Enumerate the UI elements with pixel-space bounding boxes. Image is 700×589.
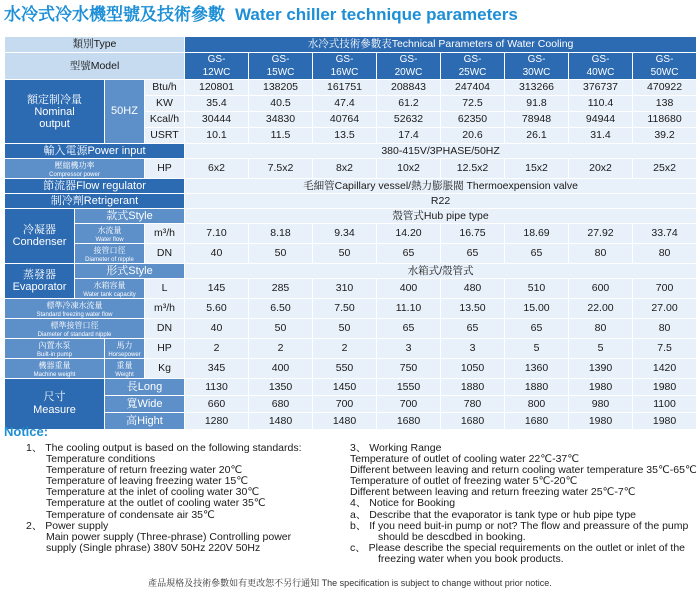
- page-title: [4, 3, 518, 27]
- value-cell: 50: [249, 319, 313, 339]
- value-cell: 470922: [633, 80, 697, 96]
- value-cell: 400: [249, 359, 313, 379]
- value-cell: 2: [313, 339, 377, 359]
- value-cell: 7.5x2: [249, 159, 313, 179]
- value-cell: 94944: [569, 112, 633, 128]
- notice-line: b、 If you need buit-in pump or not? The flow and preassure of the pump: [350, 519, 689, 532]
- unit-label: KW: [145, 96, 185, 112]
- condenser-style-value: 殼管式Hub pipe type: [185, 209, 697, 224]
- model-header: GS- 20WC: [377, 53, 441, 80]
- refrigerant-label: 制冷劑Retrigerant: [5, 194, 185, 209]
- value-cell: 110.4: [569, 96, 633, 112]
- value-cell: 800: [505, 396, 569, 413]
- value-cell: 14.20: [377, 224, 441, 244]
- value-cell: 750: [377, 359, 441, 379]
- value-cell: 700: [633, 279, 697, 299]
- value-cell: 40: [185, 244, 249, 264]
- notice-line: 1、 The cooling output is based on the following standards:: [26, 442, 302, 454]
- notice-title: Notice:: [4, 424, 49, 439]
- refrigerant-value: R22: [185, 194, 697, 209]
- value-cell: 247404: [441, 80, 505, 96]
- value-cell: 65: [505, 244, 569, 264]
- notice-line: Temperature of condensate air 35℃: [46, 508, 215, 521]
- notice-line: Temperature conditions: [46, 453, 156, 466]
- value-cell: 18.69: [505, 224, 569, 244]
- condenser-nipple-label: 接管口徑 Diameter of nipple: [75, 244, 145, 264]
- value-cell: 700: [313, 396, 377, 413]
- value-cell: 7.50: [313, 299, 377, 319]
- value-cell: 6.50: [249, 299, 313, 319]
- power-input-label: 輸入電源Power input: [5, 144, 185, 159]
- value-cell: 120801: [185, 80, 249, 96]
- machine-weight-label: 機器重量 Machine weight: [5, 359, 105, 379]
- value-cell: 1450: [313, 379, 377, 396]
- value-cell: 26.1: [505, 128, 569, 144]
- pump-label: 內置水泵 Built-in pump: [5, 339, 105, 359]
- notice-line: Main power supply (Three-phrase) Controlling power: [46, 530, 292, 543]
- value-cell: 1280: [185, 413, 249, 430]
- model-header: GS- 15WC: [249, 53, 313, 80]
- value-cell: 31.4: [569, 128, 633, 144]
- value-cell: 6x2: [185, 159, 249, 179]
- value-cell: 376737: [569, 80, 633, 96]
- value-cell: 65: [441, 244, 505, 264]
- spec-table: [4, 36, 697, 430]
- value-cell: 39.2: [633, 128, 697, 144]
- value-cell: 20.6: [441, 128, 505, 144]
- model-header: GS- 16WC: [313, 53, 377, 80]
- value-cell: 600: [569, 279, 633, 299]
- value-cell: 1480: [249, 413, 313, 430]
- value-cell: 8x2: [313, 159, 377, 179]
- unit-label: m³/h: [145, 224, 185, 244]
- value-cell: 52632: [377, 112, 441, 128]
- evaporator-style-value: 水箱式/殼管式: [185, 264, 697, 279]
- value-cell: 40764: [313, 112, 377, 128]
- value-cell: 1550: [377, 379, 441, 396]
- value-cell: 550: [313, 359, 377, 379]
- weight-sub-label: 重量 Weight: [105, 359, 145, 379]
- notice-line: supply (Single phrase) 380V 50Hz 220V 50Hz: [46, 541, 261, 554]
- value-cell: 22.00: [569, 299, 633, 319]
- value-cell: 11.10: [377, 299, 441, 319]
- notice-line: 4、 Notice for Booking: [350, 497, 456, 510]
- horsepower-label: 馬力 Horsepower: [105, 339, 145, 359]
- notice-line: Different between leaving and return freezing water 25℃-7℃: [350, 486, 636, 499]
- value-cell: 16.75: [441, 224, 505, 244]
- notice-line: 3、 Working Range: [350, 442, 442, 454]
- value-cell: 50: [313, 319, 377, 339]
- value-cell: 510: [505, 279, 569, 299]
- std-water-flow-label: 標準冷凍水流量 Standard freezing water flow: [5, 299, 145, 319]
- model-header: GS- 30WC: [505, 53, 569, 80]
- value-cell: 15x2: [505, 159, 569, 179]
- value-cell: 13.50: [441, 299, 505, 319]
- unit-label: HP: [145, 159, 185, 179]
- value-cell: 1350: [249, 379, 313, 396]
- notice-line: Temperature at the outlet of cooling water 35℃: [46, 497, 266, 510]
- value-cell: 10x2: [377, 159, 441, 179]
- value-cell: 17.4: [377, 128, 441, 144]
- value-cell: 35.4: [185, 96, 249, 112]
- value-cell: 1880: [441, 379, 505, 396]
- value-cell: 1100: [633, 396, 697, 413]
- value-cell: 1980: [633, 413, 697, 430]
- footer-disclaimer: 產品規格及技術參數如有更改恕不另行通知 The specification is subject to change without prior notice.: [148, 578, 552, 588]
- title-en: Water chiller technique parameters: [235, 5, 518, 24]
- value-cell: 62350: [441, 112, 505, 128]
- value-cell: 65: [377, 244, 441, 264]
- model-label: 型號Model: [5, 53, 185, 80]
- power-input-value: 380-415V/3PHASE/50HZ: [185, 144, 697, 159]
- value-cell: 34830: [249, 112, 313, 128]
- value-cell: 13.5: [313, 128, 377, 144]
- unit-label: HP: [145, 339, 185, 359]
- dimension-label: 長Long: [105, 379, 185, 396]
- value-cell: 15.00: [505, 299, 569, 319]
- unit-label: Kg: [145, 359, 185, 379]
- notice-right-column: [350, 443, 697, 565]
- value-cell: 47.4: [313, 96, 377, 112]
- unit-label: L: [145, 279, 185, 299]
- value-cell: 80: [633, 319, 697, 339]
- value-cell: 313266: [505, 80, 569, 96]
- notice-line: Temperature at the inlet of cooling water 30℃: [46, 486, 260, 499]
- value-cell: 118680: [633, 112, 697, 128]
- notice-line: Temperature of leaving freezing water 15℃: [46, 475, 249, 488]
- value-cell: 1480: [313, 413, 377, 430]
- model-header: GS- 12WC: [185, 53, 249, 80]
- model-header: GS- 25WC: [441, 53, 505, 80]
- value-cell: 145: [185, 279, 249, 299]
- value-cell: 1980: [569, 413, 633, 430]
- value-cell: 7.10: [185, 224, 249, 244]
- unit-label: Btu/h: [145, 80, 185, 96]
- tank-capacity-label: 水箱容量 Water tank capacity: [75, 279, 145, 299]
- model-header: GS- 40WC: [569, 53, 633, 80]
- value-cell: 65: [377, 319, 441, 339]
- value-cell: 700: [377, 396, 441, 413]
- value-cell: 2: [249, 339, 313, 359]
- value-cell: 33.74: [633, 224, 697, 244]
- value-cell: 400: [377, 279, 441, 299]
- compressor-power-label: 壓縮機功率 Compressor power: [5, 159, 145, 179]
- value-cell: 65: [505, 319, 569, 339]
- notice-line: Different between leaving and return cooling water temperature 35℃-65℃: [350, 464, 697, 477]
- measure-label: 尺寸 Measure: [5, 379, 105, 430]
- value-cell: 72.5: [441, 96, 505, 112]
- value-cell: 27.00: [633, 299, 697, 319]
- value-cell: 3: [441, 339, 505, 359]
- value-cell: 3: [377, 339, 441, 359]
- value-cell: 2: [185, 339, 249, 359]
- value-cell: 1680: [505, 413, 569, 430]
- unit-label: DN: [145, 319, 185, 339]
- notice-line: a、 Describe that the evaporator is tank type or hub pipe type: [350, 508, 636, 521]
- value-cell: 980: [569, 396, 633, 413]
- value-cell: 78948: [505, 112, 569, 128]
- model-header: GS- 50WC: [633, 53, 697, 80]
- value-cell: 7.5: [633, 339, 697, 359]
- notice-left-column: [26, 443, 302, 554]
- dimension-label: 高Hight: [105, 413, 185, 430]
- value-cell: 310: [313, 279, 377, 299]
- value-cell: 9.34: [313, 224, 377, 244]
- unit-label: USRT: [145, 128, 185, 144]
- value-cell: 5: [569, 339, 633, 359]
- value-cell: 50: [249, 244, 313, 264]
- notice-line: 2、 Power supply: [26, 519, 109, 532]
- value-cell: 1130: [185, 379, 249, 396]
- condenser-style-label: 款式Style: [75, 209, 185, 224]
- notice-line: c、 Please describe the special requirements on the outlet or inlet of the: [350, 541, 686, 554]
- value-cell: 12.5x2: [441, 159, 505, 179]
- condenser-flow-label: 水流量 Water flow: [75, 224, 145, 244]
- notice-line: Temperature of outlet of freezing water 5℃-20℃: [350, 475, 578, 488]
- value-cell: 1390: [569, 359, 633, 379]
- value-cell: 1880: [505, 379, 569, 396]
- value-cell: 5: [505, 339, 569, 359]
- value-cell: 40.5: [249, 96, 313, 112]
- flow-regulator-label: 節流器Flow regulator: [5, 179, 185, 194]
- frequency-label: 50HZ: [105, 80, 145, 144]
- value-cell: 80: [633, 244, 697, 264]
- notice-line: should be descdbed in booking.: [378, 530, 526, 543]
- value-cell: 1420: [633, 359, 697, 379]
- value-cell: 1680: [441, 413, 505, 430]
- nominal-output-label: 額定制冷量 Nominal output: [5, 80, 105, 144]
- value-cell: 5.60: [185, 299, 249, 319]
- value-cell: 20x2: [569, 159, 633, 179]
- value-cell: 40: [185, 319, 249, 339]
- value-cell: 11.5: [249, 128, 313, 144]
- notice-line: Temperature of return freezing water 20℃: [46, 464, 243, 477]
- value-cell: 65: [441, 319, 505, 339]
- value-cell: 660: [185, 396, 249, 413]
- value-cell: 61.2: [377, 96, 441, 112]
- dimension-label: 寬Wide: [105, 396, 185, 413]
- title-cn: 水冷式冷水機型號及技術參數: [4, 5, 225, 24]
- value-cell: 480: [441, 279, 505, 299]
- value-cell: 1980: [569, 379, 633, 396]
- value-cell: 50: [313, 244, 377, 264]
- std-nipple-label: 標準接管口徑 Diameter of standard nipple: [5, 319, 145, 339]
- value-cell: 1360: [505, 359, 569, 379]
- value-cell: 161751: [313, 80, 377, 96]
- value-cell: 345: [185, 359, 249, 379]
- value-cell: 1680: [377, 413, 441, 430]
- unit-label: m³/h: [145, 299, 185, 319]
- value-cell: 80: [569, 244, 633, 264]
- unit-label: DN: [145, 244, 185, 264]
- value-cell: 138205: [249, 80, 313, 96]
- tech-params-label: 水冷式技術參數表Technical Parameters of Water Cooling: [185, 37, 697, 53]
- condenser-label: 冷凝器 Condenser: [5, 209, 75, 264]
- value-cell: 10.1: [185, 128, 249, 144]
- flow-regulator-value: 毛細管Capillary vessel/熱力膨脹閥 Thermoexpension valve: [185, 179, 697, 194]
- value-cell: 680: [249, 396, 313, 413]
- notice-line: freezing water when you book products.: [378, 552, 564, 565]
- value-cell: 285: [249, 279, 313, 299]
- value-cell: 91.8: [505, 96, 569, 112]
- unit-label: Kcal/h: [145, 112, 185, 128]
- type-label: 類別Type: [5, 37, 185, 53]
- value-cell: 138: [633, 96, 697, 112]
- value-cell: 25x2: [633, 159, 697, 179]
- value-cell: 80: [569, 319, 633, 339]
- notice-line: Temperature of outlet of cooling water 22℃-37℃: [350, 453, 580, 466]
- value-cell: 780: [441, 396, 505, 413]
- value-cell: 30444: [185, 112, 249, 128]
- value-cell: 1980: [633, 379, 697, 396]
- value-cell: 208843: [377, 80, 441, 96]
- evaporator-label: 蒸發器 Evaporator: [5, 264, 75, 299]
- value-cell: 1050: [441, 359, 505, 379]
- value-cell: 27.92: [569, 224, 633, 244]
- evaporator-style-label: 形式Style: [75, 264, 185, 279]
- value-cell: 8.18: [249, 224, 313, 244]
